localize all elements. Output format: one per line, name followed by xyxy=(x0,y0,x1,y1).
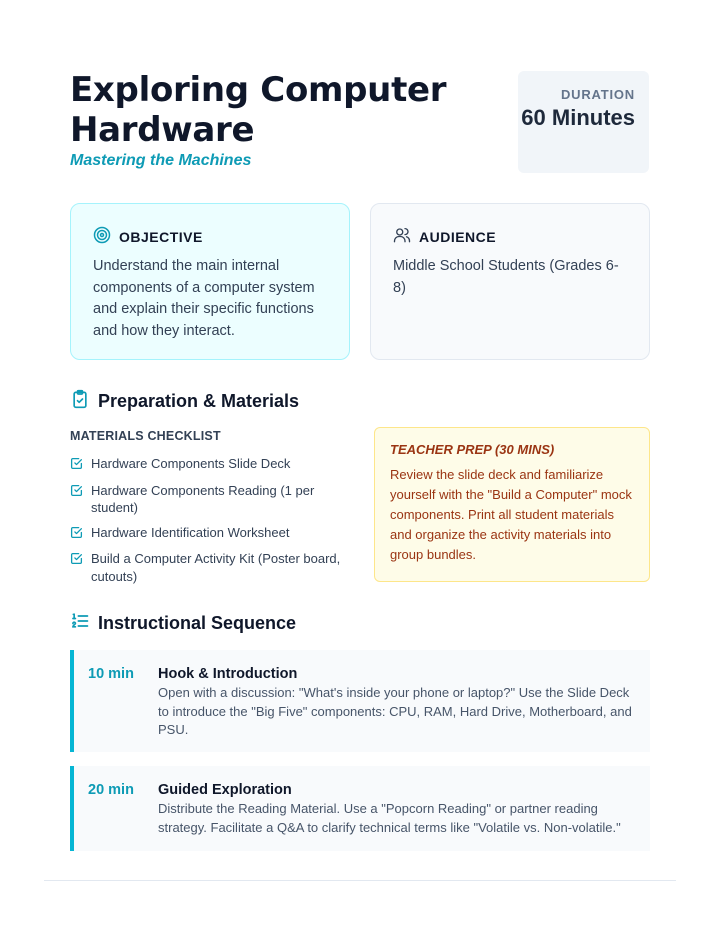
audience-card xyxy=(370,203,650,360)
step-title: Hook & Introduction xyxy=(158,666,298,682)
sequence-step xyxy=(70,766,650,851)
objective-card xyxy=(70,203,350,360)
preparation-section-heading xyxy=(70,388,299,415)
checklist-item-label: Hardware Identification Worksheet xyxy=(91,524,290,540)
sequence-section-heading xyxy=(70,611,296,636)
duration-label: DURATION xyxy=(560,87,635,102)
preparation-heading: Preparation & Materials xyxy=(98,391,300,411)
materials-checklist-label: MATERIALS CHECKLIST xyxy=(70,429,221,443)
checklist-item xyxy=(70,550,360,585)
objective-text: Understand the main internal components of a computer system and explain their specific functions and how they interact. xyxy=(93,258,315,339)
checklist-item-label: Hardware Components Reading (1 per student) xyxy=(91,482,315,515)
audience-heading: AUDIENCE xyxy=(419,229,497,245)
step-time: 20 min xyxy=(88,782,134,798)
materials-checklist xyxy=(70,455,360,592)
checklist-item xyxy=(70,482,360,517)
numbered-list-icon xyxy=(70,611,90,636)
duration-value: 60 Minutes xyxy=(521,105,635,130)
step-time: 10 min xyxy=(88,666,134,682)
checklist-item-label: Hardware Components Slide Deck xyxy=(91,456,291,471)
sequence-heading: Instructional Sequence xyxy=(98,613,297,633)
checklist-item xyxy=(70,524,360,544)
clipboard-check-icon xyxy=(70,388,90,415)
step-title: Guided Exploration xyxy=(158,782,292,798)
audience-text: Middle School Students (Grades 6-8) xyxy=(393,258,619,296)
footer-divider xyxy=(44,880,676,881)
check-square-icon xyxy=(70,526,83,544)
page-title: Exploring Computer Hardware xyxy=(70,70,447,150)
target-icon xyxy=(93,226,111,249)
page-subtitle: Mastering the Machines xyxy=(70,152,252,169)
step-description: Open with a discussion: "What's inside your phone or laptop?" Use the Slide Deck to introduce the "Big Five" components: CPU, RAM, Hard Drive, Motherboard, and PSU. xyxy=(158,685,632,737)
checklist-item-label: Build a Computer Activity Kit (Poster board, cutouts) xyxy=(91,551,341,584)
teacher-prep-box xyxy=(374,427,650,582)
sequence-step xyxy=(70,650,650,752)
duration-box xyxy=(518,71,649,173)
check-square-icon xyxy=(70,484,83,502)
objective-heading: OBJECTIVE xyxy=(119,229,203,245)
check-square-icon xyxy=(70,552,83,570)
check-square-icon xyxy=(70,457,83,475)
step-description: Distribute the Reading Material. Use a "Popcorn Reading" or partner reading strategy. Facilitate a Q&A to clarify technical terms like "Volatile vs. Non-volatile." xyxy=(158,801,621,835)
teacher-prep-heading: TEACHER PREP (30 MINS) xyxy=(390,442,555,457)
checklist-item xyxy=(70,455,360,475)
teacher-prep-text: Review the slide deck and familiarize yourself with the "Build a Computer" mock components. Print all student materials and organize the activity materials into group bundles. xyxy=(390,467,632,562)
users-icon xyxy=(393,226,411,249)
